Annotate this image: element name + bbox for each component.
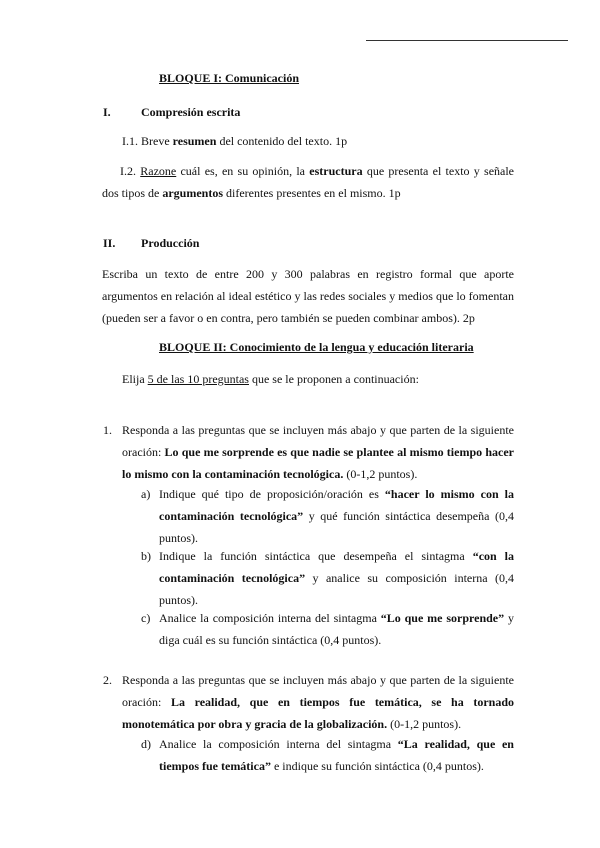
- section-1-number: I.: [103, 105, 111, 119]
- header-rule: [366, 40, 568, 41]
- produccion-text: Escriba un texto de entre 200 y 300 palabras en registro formal que aporte argumentos en relación al ideal estético y las redes sociales y medios que lo fomentan (pueden ser a favor o en contra, pero también se pueden combinar ambos). 2p: [102, 267, 514, 325]
- section-2-number: II.: [103, 236, 116, 250]
- question-1b-text: Indique la función sintáctica que desempeña el sintagma “con la contaminación tecnológica” y analice su composición interna (0,4 puntos).: [159, 549, 514, 607]
- question-1-number: 1.: [103, 423, 112, 437]
- item-i2: I.2. Razone cuál es, en su opinión, la estructura que presenta el texto y señale dos tipos de argumentos diferentes presentes en el mismo. 1p: [102, 164, 515, 200]
- question-1a-text: Indique qué tipo de proposición/oración es “hacer lo mismo con la contaminación tecnológica” y qué función sintáctica desempeña (0,4 puntos).: [159, 487, 514, 545]
- elija-instruction: Elija 5 de las 10 preguntas que se le proponen a continuación:: [122, 372, 419, 386]
- section-2-title: Producción: [141, 236, 200, 250]
- question-1-text: Responda a las preguntas que se incluyen más abajo y que parten de la siguiente oración: Lo que me sorprende es que nadie se plantee al mismo tiempo hacer lo mismo con la contaminación tecnológica. (0-1,2 puntos).: [122, 423, 514, 481]
- question-2-number: 2.: [103, 673, 112, 687]
- item-i1: I.1. Breve resumen del contenido del texto. 1p: [122, 134, 348, 148]
- section-1-title: Compresión escrita: [141, 105, 241, 119]
- question-1c-label: c): [141, 611, 151, 625]
- question-1b-label: b): [141, 549, 151, 563]
- question-2d-label: d): [141, 737, 151, 751]
- bloque2-title: BLOQUE II: Conocimiento de la lengua y educación literaria: [159, 340, 474, 354]
- question-1c-text: Analice la composición interna del sintagma “Lo que me sorprende” y diga cuál es su función sintáctica (0,4 puntos).: [159, 611, 515, 647]
- bloque1-title: BLOQUE I: Comunicación: [159, 71, 300, 85]
- question-1a-label: a): [141, 487, 151, 501]
- question-2d-text: Analice la composición interna del sintagma “La realidad, que en tiempos fue temática” e indique su función sintáctica (0,4 puntos).: [159, 737, 514, 773]
- question-2-text: Responda a las preguntas que se incluyen más abajo y que parten de la siguiente oración: La realidad, que en tiempos fue temática, se ha tornado monotemática por obra y gracia de la globalización. (0-1,2 puntos).: [122, 673, 514, 731]
